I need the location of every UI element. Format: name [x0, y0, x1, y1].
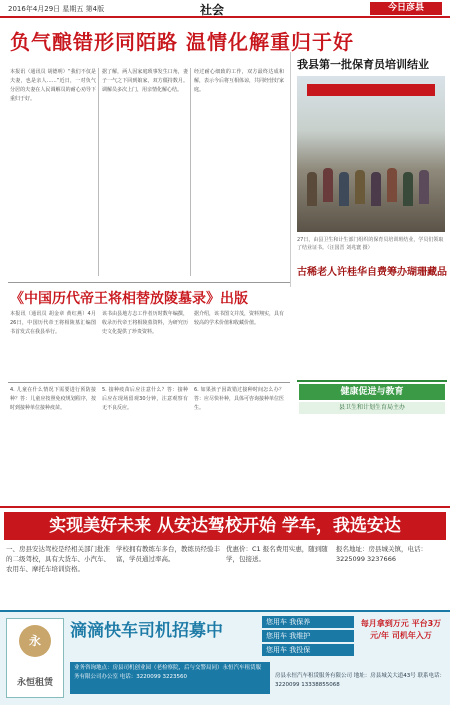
story3-headline: 古稀老人许桂华自费筹办瑚珊藏品 — [297, 267, 447, 278]
story4-col1: 本报讯（通讯员 胡金章 黄红燕）4月26日，中国历代帝王将相陵墓汇编图书首发式在我县举行。 — [10, 311, 96, 335]
story1-col3: 经过耐心细致的工作，双方最终达成和解，表示今后将互相体谅，共同经营好家庭。 — [194, 69, 285, 93]
person-figure — [323, 168, 333, 202]
hire-headline: 滴滴快车司机招募中 — [70, 621, 223, 641]
rental-logo-name: 永恒租赁 — [16, 678, 53, 688]
person-figure — [339, 172, 349, 206]
person-figure — [419, 170, 429, 204]
section-title: 社会 — [200, 3, 225, 17]
training-photo — [297, 76, 445, 232]
health-title: 健康促进与教育 — [299, 384, 445, 400]
column-divider — [98, 68, 99, 276]
person-figure — [371, 172, 381, 206]
story1-headline: 负气酿错形同陌路 温情化解重归于好 — [10, 30, 354, 54]
newspaper-logo: 今日彦县 — [370, 2, 442, 15]
driving-ad-block3: 优惠价：C1 报名费用实惠，随到随学，包接送。 — [226, 545, 328, 563]
story2-headline: 我县第一批保育员培训结业 — [297, 58, 429, 71]
section-divider — [8, 282, 290, 283]
badge-maintenance: 您用车 我保养 — [262, 616, 354, 628]
person-figure — [307, 172, 317, 206]
person-figure — [355, 170, 365, 204]
story4-headline: 《中国历代帝王将相替放陵墓录》出版 — [10, 291, 248, 307]
driving-ad-block4: 报名地址：房县城关镇，电话：3225099 3237666 — [336, 545, 427, 563]
health-subtitle: 县卫生和计划生育局主办 — [299, 402, 445, 414]
qa-col3: 6. 如果孩子因故错过接种时间怎么办？答：应尽快补种，具体可咨询接种单位医生。 — [194, 387, 285, 411]
driving-ad-title: 实现美好未来 从安达驾校开始 学车，我选安达 — [4, 512, 446, 540]
health-promotion-box — [297, 380, 447, 416]
photo-banner — [307, 84, 435, 96]
rental-ad — [0, 610, 450, 705]
qa-col2: 5. 接种疫苗后应注意什么？答：接种后应在现场留观30分钟，注意观察有无不良反应。 — [102, 387, 188, 411]
story1-col2: 据了解，两人因家庭琐事发生口角，妻子一气之下回到娘家，双方僵持数月。调解员多次上门，用亲情化解心结。 — [102, 69, 188, 93]
income-callout: 每月拿到万元 平台3万元/年 司机年入万 — [360, 619, 442, 640]
issue-date: 2016年4月29日 星期五 第4版 — [8, 5, 105, 13]
rental-logo-box — [6, 618, 64, 698]
service-badges — [262, 616, 354, 658]
qa-col1: 4. 儿童在什么情况下需要进行预防接种？答：儿童应按照免疫规划程序，按时到接种单位接种疫苗。 — [10, 387, 96, 411]
company-contact: 房县永恒汽车租赁服务有限公司 地址：房县城关大道43号 联系电话：3220099 13338855068 — [275, 673, 445, 688]
rental-logo-icon: 永 — [19, 625, 51, 657]
driving-school-ad — [0, 506, 450, 606]
column-divider — [190, 68, 191, 276]
person-figure — [403, 172, 413, 206]
story4-col3: 据介绍，该书图文并茂，资料翔实，具有较高的学术价值和收藏价值。 — [194, 311, 285, 326]
page-header — [0, 0, 450, 18]
person-figure — [387, 168, 397, 202]
driving-ad-block2: 学校拥有教练车多台，教练员经验丰富，学员通过率高。 — [116, 545, 220, 563]
consult-info: 业务咨询地点：房县司机创业园（老检察院，后与交警局同）永恒汽车租赁服务有限公司办公室 电话：3220099 3223560 — [70, 662, 270, 694]
badge-repair: 您用车 我维护 — [262, 630, 354, 642]
story4-col2: 该书由县地方志工作者历时数年编撰，收录历代帝王将相陵墓资料，为研究历史文化提供了珍贵资料。 — [102, 311, 188, 335]
section-divider — [8, 382, 290, 383]
story1-col1: 本报讯（通讯员 胡德明）“我们不仅是夫妻，也是亲人……”近日，一对负气分居的夫妻在人民调解员的耐心劝导下重归于好。 — [10, 69, 96, 102]
driving-ad-block1: 一、房县安达驾校是经相关部门批准的二级驾校，具有大货车、小汽车、农用车、摩托车培训资格。 — [6, 545, 110, 573]
photo-caption: 27日，由县卫生和计生部门组织的保育员培训班结业，学员们领取了结业证书。（汪国晋 刘兆寰 摄） — [297, 237, 444, 251]
badge-insurance: 您用车 我投保 — [262, 644, 354, 656]
